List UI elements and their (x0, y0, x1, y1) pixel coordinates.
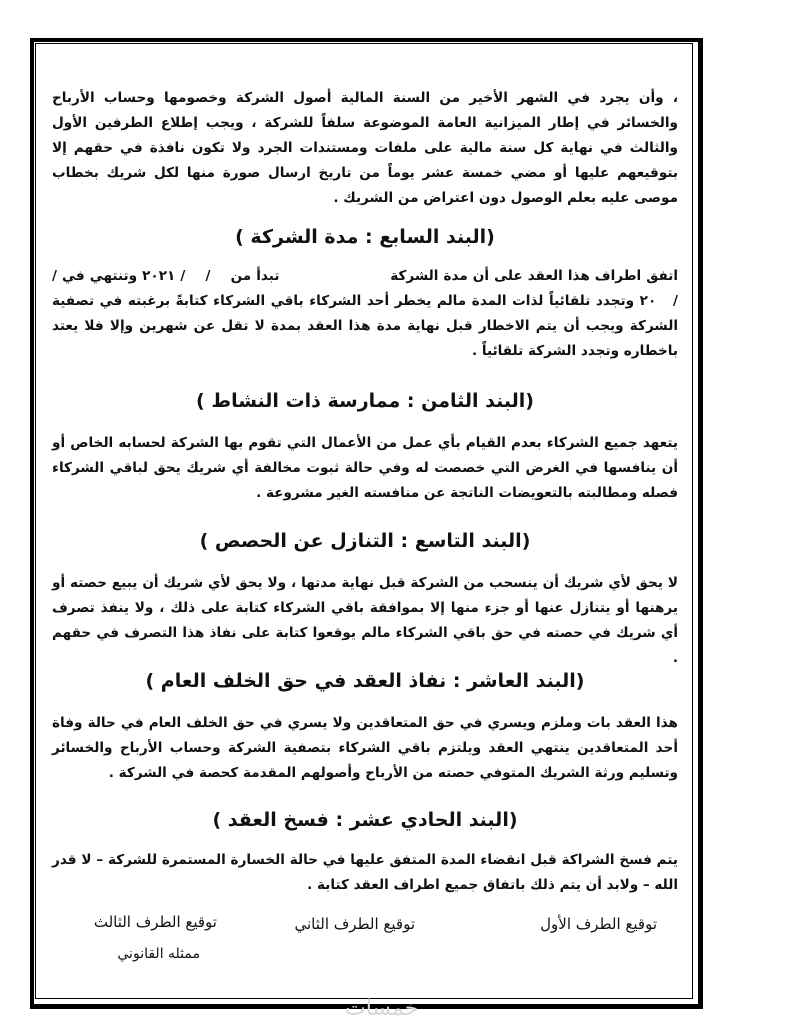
signature-second-party: توقيع الطرف الثاني (294, 915, 415, 933)
section-11-heading: (البند الحادي عشر : فسخ العقد ) (212, 809, 518, 831)
section-9-heading: (البند التاسع : التنازل عن الحصص ) (199, 530, 531, 552)
section-9-body: لا يحق لأي شريك أن ينسحب من الشركة قبل نهاية مدتها ، ولا يحق لأي شريك أن يبيع حصته أو يرهنها أو يتنازل عنها أو جزء منها إلا بموافقة باقي الشركاء كتابة على ذلك ، ولا ينفذ تصرف أي شريك في حصته في حق باقي الشركاء مالم يوقعوا كتابة على نفاذ هذا التصرف في حقهم . (52, 575, 678, 666)
section-8-body: يتعهد جميع الشركاء بعدم القيام بأي عمل من الأعمال التي تقوم بها الشركة لحسابه الخاص أو أن ينافسها في الغرض التي خصصت له وفي حالة ثبوت مخالفة أي شريك يحق لباقي الشركاء فصله ومطالبته بالتعويضات الناتجة عن منافسته الغير مشروعة . (52, 435, 678, 501)
signature-third-party-representative: ممثله القانوني (117, 946, 200, 962)
section-7-heading: (البند السابع : مدة الشركة ) (235, 226, 495, 248)
section-10-body: هذا العقد بات وملزم ويسري في حق المتعاقدين ولا يسري في حق الخلف العام في حالة وفاة أحد المتعاقدين ينتهي العقد ويلتزم باقي الشركاء بتصفية الشركة وحساب الأرباح والخسائر وتسليم ورثة الشريك المتوفي حصته من الأرباح وأصولهم المقدمة كحصة في الشركة . (52, 715, 678, 781)
section-7-body: اتفق اطراف هذا العقد على أن مدة الشركة تبدأ من / / ٢٠٢١ وتنتهي في / / ٢٠ وتجدد تلقائياً لذات المدة مالم يخطر أحد الشركاء باقي الشركاء كتابةً برغبته في تصفية الشركة ويجب أن يتم الاخطار قبل نهاية مدة هذا العقد بمدة لا تقل عن شهرين وإلا فلا يعتد باخطاره وتجدد الشركة تلقائياً . (33, 268, 678, 359)
signature-first-party: توقيع الطرف الأول (540, 915, 657, 933)
section-11-body: يتم فسخ الشراكة قبل انقضاء المدة المتفق عليها في حالة الخسارة المستمرة للشركة – لا قدر الله – ولابد أن يتم ذلك باتفاق جميع اطراف العقد كتابة . (52, 852, 678, 893)
section-8-heading: (البند الثامن : ممارسة ذات النشاط ) (196, 390, 534, 412)
watermark: خمسات (345, 996, 419, 1021)
section-10-heading: (البند العاشر : نفاذ العقد في حق الخلف العام ) (145, 670, 585, 692)
signature-third-party: توقيع الطرف الثالث (93, 913, 217, 931)
intro-paragraph: ، وأن يجرد في الشهر الأخير من السنة المالية أصول الشركة وخصومها وحساب الأرباح والخسائر في إطار الميزانية العامة الموضوعة سلفاً للشركة ، ويجب إطلاع الطرفين الأول والثالث في نهاية كل سنة مالية على ملفات ومستندات الجرد ولا تكون نافذة في حقهم إلا بتوقيعهم عليها أو مضي خمسة عشر يوماً من تاريخ ارسال صورة منها لكل شريك بخطاب موصى عليه بعلم الوصول دون اعتراض من الشريك . (52, 90, 678, 206)
